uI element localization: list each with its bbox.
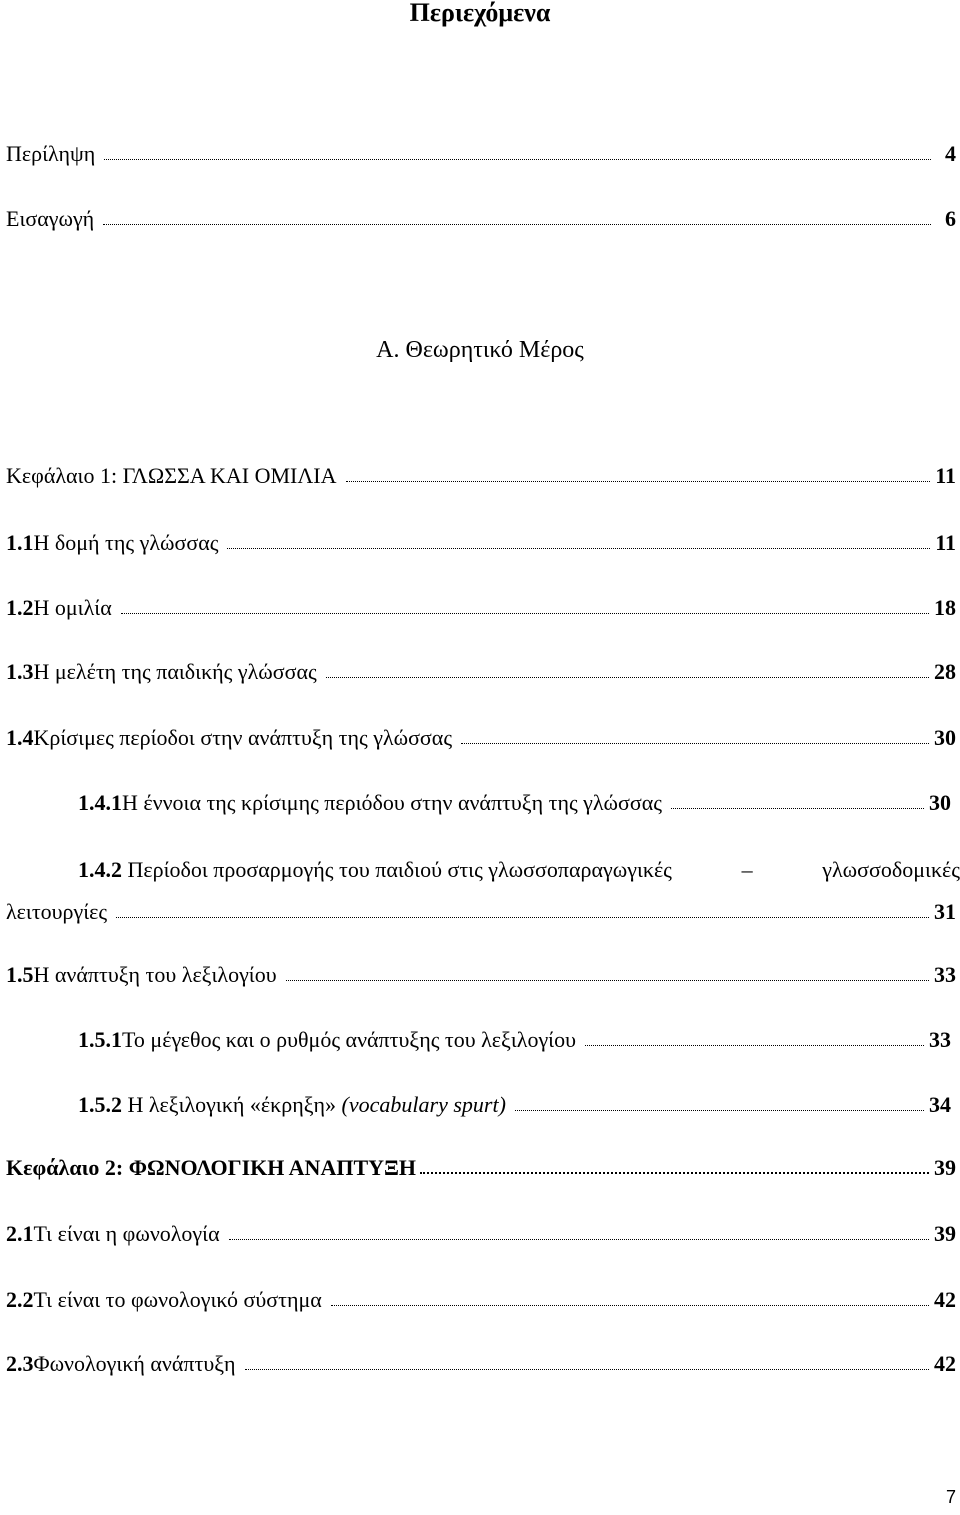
toc-entry[interactable]	[6, 652, 956, 692]
toc-entry-title: Η λεξιλογική «έκρηξη»	[122, 1092, 342, 1117]
toc-entry-page: 33	[929, 1027, 951, 1052]
toc-entry-page: 39	[934, 1155, 956, 1180]
toc-entry-page: 34	[929, 1092, 951, 1117]
toc-entry[interactable]	[6, 955, 956, 995]
toc-entry-page: 42	[934, 1287, 956, 1312]
toc-entry-page: 11	[935, 530, 956, 555]
toc-entry-number: 1.1	[6, 530, 34, 555]
toc-entry-page: 39	[934, 1221, 956, 1246]
toc-entry[interactable]	[78, 1085, 951, 1125]
toc-entry-page: 4	[945, 141, 956, 166]
toc-entry-number: 1.5.1	[78, 1027, 122, 1052]
dot-leader	[229, 1239, 929, 1240]
toc-entry-title: Φωνολογική ανάπτυξη	[33, 1351, 236, 1376]
dot-leader	[671, 808, 924, 809]
toc-entry[interactable]	[78, 783, 951, 823]
toc-entry-page: 30	[934, 725, 956, 750]
toc-entry-title-continuation: λειτουργίες	[6, 899, 108, 924]
toc-entry-title-italic: (vocabulary spurt)	[341, 1092, 506, 1117]
toc-entry[interactable]	[78, 1020, 951, 1060]
toc-entry[interactable]	[6, 588, 956, 628]
dot-leader	[326, 677, 929, 678]
toc-entry-wrapped-line[interactable]	[78, 850, 960, 890]
toc-entry-page: 18	[934, 595, 956, 620]
toc-entry-title: Κεφάλαιο 2: ΦΩΝΟΛΟΓΙΚΗ ΑΝΑΠΤΥΞΗ	[6, 1155, 417, 1180]
toc-entry-number: 1.2	[6, 595, 34, 620]
toc-entry-page: 42	[934, 1351, 956, 1376]
dot-leader	[116, 917, 929, 918]
section-title: Α. Θεωρητικό Μέρος	[376, 337, 584, 363]
toc-entry-number: 1.5.2	[78, 1092, 122, 1117]
toc-entry-number: 1.3	[6, 659, 34, 684]
dot-leader	[286, 980, 929, 981]
toc-entry-title: Η μελέτη της παιδικής γλώσσας	[33, 659, 317, 684]
dot-leader	[346, 481, 931, 482]
dot-leader	[245, 1369, 929, 1370]
toc-entry-page: 30	[929, 790, 951, 815]
toc-entry-number: 1.5	[6, 962, 34, 987]
toc-entry[interactable]	[6, 134, 956, 174]
toc-entry-number: 2.3	[6, 1351, 34, 1376]
toc-entry-title: Κεφάλαιο 1: ΓΛΩΣΣΑ ΚΑΙ ΟΜΙΛΙΑ	[6, 463, 337, 488]
toc-entry-number: 1.4	[6, 725, 34, 750]
toc-entry-number: 2.2	[6, 1287, 34, 1312]
dot-leader	[121, 613, 929, 614]
toc-entry-title: Περίοδοι προσαρμογής του παιδιού στις γλωσσοπαραγωγικές	[122, 857, 672, 882]
toc-entry-page: 28	[934, 659, 956, 684]
toc-entry-title: Η έννοια της κρίσιμης περιόδου στην ανάπτυξη της γλώσσας	[122, 790, 662, 815]
toc-entry-title: Κρίσιμες περίοδοι στην ανάπτυξη της γλώσσας	[33, 725, 453, 750]
toc-entry-title: Η ανάπτυξη του λεξιλογίου	[33, 962, 277, 987]
page-number: 7	[945, 1487, 956, 1507]
toc-entry-title: Εισαγωγή	[6, 206, 95, 231]
toc-entry[interactable]	[6, 718, 956, 758]
toc-entry[interactable]	[6, 456, 956, 496]
toc-entry-page: 6	[945, 206, 956, 231]
dot-leader	[461, 743, 929, 744]
toc-entry[interactable]	[6, 1214, 956, 1254]
toc-entry[interactable]	[6, 1344, 956, 1384]
toc-entry-title: Περίληψη	[6, 141, 96, 166]
toc-entry[interactable]	[6, 199, 956, 239]
dot-leader	[104, 159, 931, 160]
dot-leader	[420, 1172, 929, 1174]
toc-entry-number: 2.1	[6, 1221, 34, 1246]
toc-entry-number: 1.4.1	[78, 790, 122, 815]
page-title: Περιεχόμενα	[409, 0, 551, 27]
toc-entry-title: Το μέγεθος και ο ρυθμός ανάπτυξης του λεξιλογίου	[122, 1027, 576, 1052]
toc-entry[interactable]	[6, 1148, 956, 1188]
toc-entry-title: Η ομιλία	[33, 595, 112, 620]
dot-leader	[331, 1305, 929, 1306]
toc-entry-title: Η δομή της γλώσσας	[33, 530, 219, 555]
dot-leader	[103, 224, 931, 225]
toc-entry-title-end: γλωσσοδομικές	[822, 857, 960, 882]
toc-entry-title: Τι είναι το φωνολογικό σύστημα	[33, 1287, 322, 1312]
toc-entry-page: 33	[934, 962, 956, 987]
toc-entry[interactable]	[6, 1280, 956, 1320]
toc-entry-page: 31	[934, 899, 956, 924]
dot-leader	[515, 1110, 924, 1111]
toc-entry-number: 1.4.2	[78, 857, 122, 882]
toc-entry-title: Τι είναι η φωνολογία	[33, 1221, 220, 1246]
toc-entry-dash: –	[741, 857, 753, 882]
toc-entry[interactable]	[6, 892, 956, 932]
dot-leader	[585, 1045, 924, 1046]
toc-entry-page: 11	[935, 463, 956, 488]
toc-entry[interactable]	[6, 523, 956, 563]
dot-leader	[227, 548, 930, 549]
